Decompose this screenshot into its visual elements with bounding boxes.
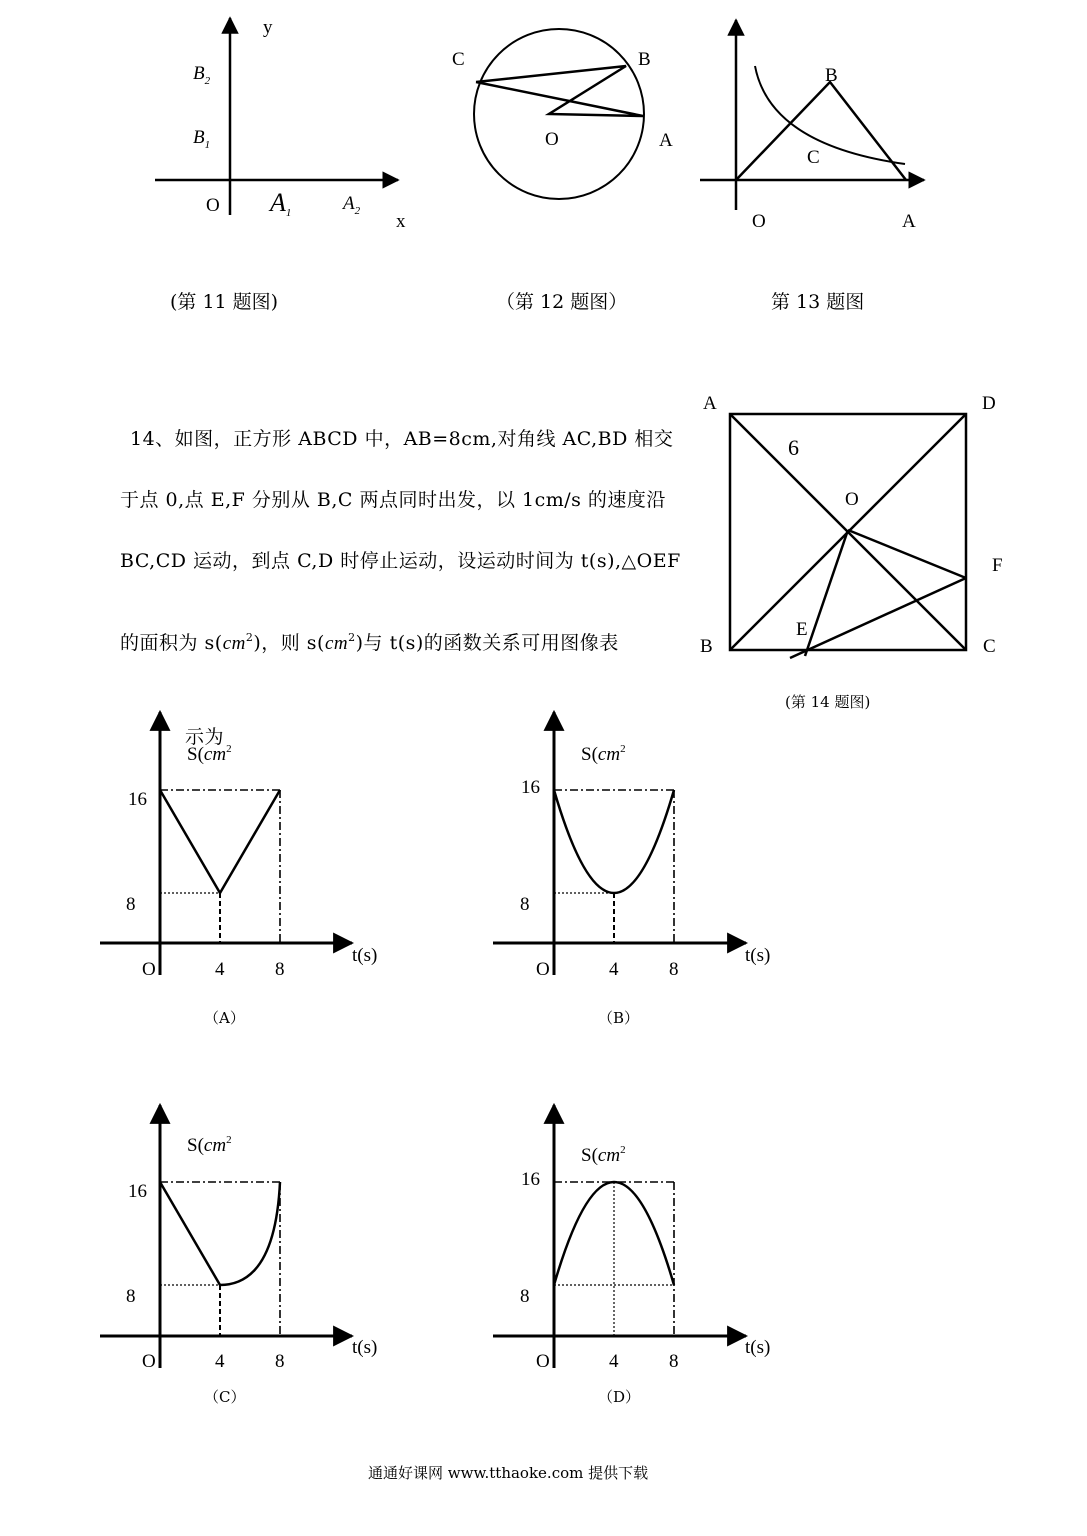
graph-d-y-label: $S(cm^2$ [581,1144,626,1166]
fig14-six-label: 6 [788,435,799,460]
fig12-caption: （第 12 题图） [496,291,628,313]
fig11-b2-label: $B_2$ [193,63,211,87]
graph-d-tick-4: 4 [609,1351,619,1372]
fig14-f-label: F [992,555,1003,576]
q14-line1: 14、如图，正方形 ABCD 中，AB=8cm,对角线 AC,BD 相交 [130,428,674,450]
graph-b-x-label: t(s) [745,945,771,966]
graph-c-tick-4: 4 [215,1351,225,1372]
fig12-circle-figure [474,29,644,199]
q14-line3: BC,CD 运动，到点 C,D 时停止运动，设运动时间为 t(s),△OEF [120,550,681,572]
graph-c-origin: O [142,1351,156,1372]
fig11-b1-label: $B_1$ [193,127,211,151]
graph-d-caption: （D） [598,1388,641,1406]
fig14-e-label: E [796,619,808,640]
fig14-b-label: B [700,636,713,657]
graph-a-caption: （A） [204,1009,245,1027]
graph-c-caption: （C） [204,1388,246,1406]
q14-line2: 于点 0,点 E,F 分别从 B,C 两点同时出发，以 1cm/s 的速度沿 [120,489,666,511]
graph-c-tick-8: 8 [126,1286,136,1307]
fig12-a-label: A [659,130,673,151]
graph-d-tick-16: 16 [521,1169,540,1190]
fig12-b-label: B [638,49,651,70]
fig14-d-label: D [982,393,996,414]
graph-a-origin: O [142,959,156,980]
graph-c-tick-8x: 8 [275,1351,285,1372]
graph-a-x-label: t(s) [352,945,378,966]
fig13-figure [700,20,924,210]
fig12-o-label: O [545,129,559,150]
fig13-o-label: O [752,211,766,232]
graph-c-tick-16: 16 [128,1181,147,1202]
graph-a-tick-8x: 8 [275,959,285,980]
graph-b-y-label: $S(cm^2$ [581,743,626,765]
fig14-o-label: O [845,489,859,510]
graph-c-y-label: $S(cm^2$ [187,1134,232,1156]
fig11-a2-label: $A_2$ [343,193,361,217]
fig11-x-label: x [396,211,406,232]
graph-b-caption: （B） [598,1009,640,1027]
graph-b-tick-16: 16 [521,777,540,798]
fig14-a-label: A [703,393,717,414]
graph-a-y-label: $S(cm^2$ [187,743,232,765]
graph-b-tick-4: 4 [609,959,619,980]
fig13-b-label: B [825,65,838,86]
graph-b-origin: O [536,959,550,980]
graph-b-tick-8x: 8 [669,959,679,980]
q14-line5: 示为 [185,726,225,748]
q14-line4: 的面积为 $s(cm^2)$，则 $s(cm^2)$与 t(s)的函数关系可用图像表 [120,631,619,654]
graph-d-origin: O [536,1351,550,1372]
graph-a-tick-8: 8 [126,894,136,915]
fig11-axes [155,18,398,215]
fig14-square-figure [730,414,966,658]
footer-credit: 通通好课网 www.tthaoke.com 提供下载 [368,1464,649,1482]
graph-d-tick-8x: 8 [669,1351,679,1372]
fig13-c-label: C [807,147,820,168]
fig11-a1-label: $A_1$ [270,188,292,219]
fig13-caption: 第 13 题图 [771,291,865,313]
graph-a-tick-16: 16 [128,789,147,810]
graph-d-x-label: t(s) [745,1337,771,1358]
fig12-c-label: C [452,49,465,70]
graph-c-x-label: t(s) [352,1337,378,1358]
fig11-origin-label: O [206,195,220,216]
graph-b-tick-8: 8 [520,894,530,915]
fig11-y-label: y [263,17,273,38]
fig13-a-label: A [902,211,916,232]
graph-d-tick-8: 8 [520,1286,530,1307]
fig14-c-label: C [983,636,996,657]
fig14-caption: (第 14 题图) [785,693,871,711]
fig11-caption: (第 11 题图) [170,291,279,313]
graph-a-tick-4: 4 [215,959,225,980]
